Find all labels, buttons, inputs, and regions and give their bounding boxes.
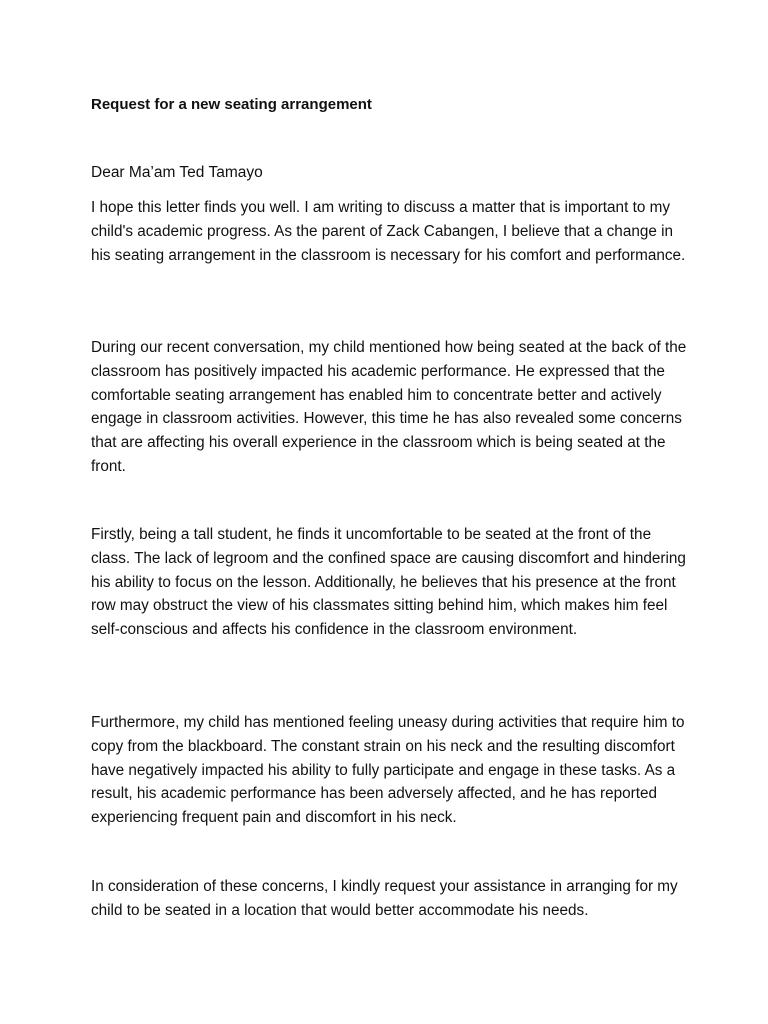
letter-paragraph-2: During our recent conversation, my child mentioned how being seated at the back of the classroom has positively impacted his academic performance. He expressed that the comfortable seating arrangement has enabled him to concentrate better and actively engage in classroom activities. However, this time he has also revealed some concerns that are affecting his overall experience in the classroom which is being seated at the front. bbox=[91, 339, 687, 475]
letter-paragraph-5: In consideration of these concerns, I kindly request your assistance in arranging for my child to be seated in a location that would better accommodate his needs. bbox=[91, 878, 678, 919]
letter-paragraph-1: I hope this letter finds you well. I am writing to discuss a matter that is important to my child's academic progress. As the parent of Zack Cabangen, I believe that a change in his seating arrangement in the classroom is necessary for his comfort and performance. bbox=[91, 199, 686, 264]
letter-paragraph-4: Furthermore, my child has mentioned feeling uneasy during activities that require him to copy from the blackboard. The constant strain on his neck and the resulting discomfort have negatively impacted his ability to fully participate and engage in these tasks. As a result, his academic performance has been adversely affected, and he has reported experiencing frequent pain and discomfort in his neck. bbox=[91, 714, 685, 827]
letter-paragraph-3: Firstly, being a tall student, he finds it uncomfortable to be seated at the front of the class. The lack of legroom and the confined space are causing discomfort and hindering his ability to focus on the lesson. Additionally, he believes that his presence at the front row may obstruct the view of his classmates sitting behind him, which makes him feel self-conscious and affects his confidence in the classroom environment. bbox=[91, 526, 686, 639]
letter-title: Request for a new seating arrangement bbox=[91, 96, 372, 113]
letter-salutation: Dear Ma’am Ted Tamayo bbox=[91, 164, 263, 181]
